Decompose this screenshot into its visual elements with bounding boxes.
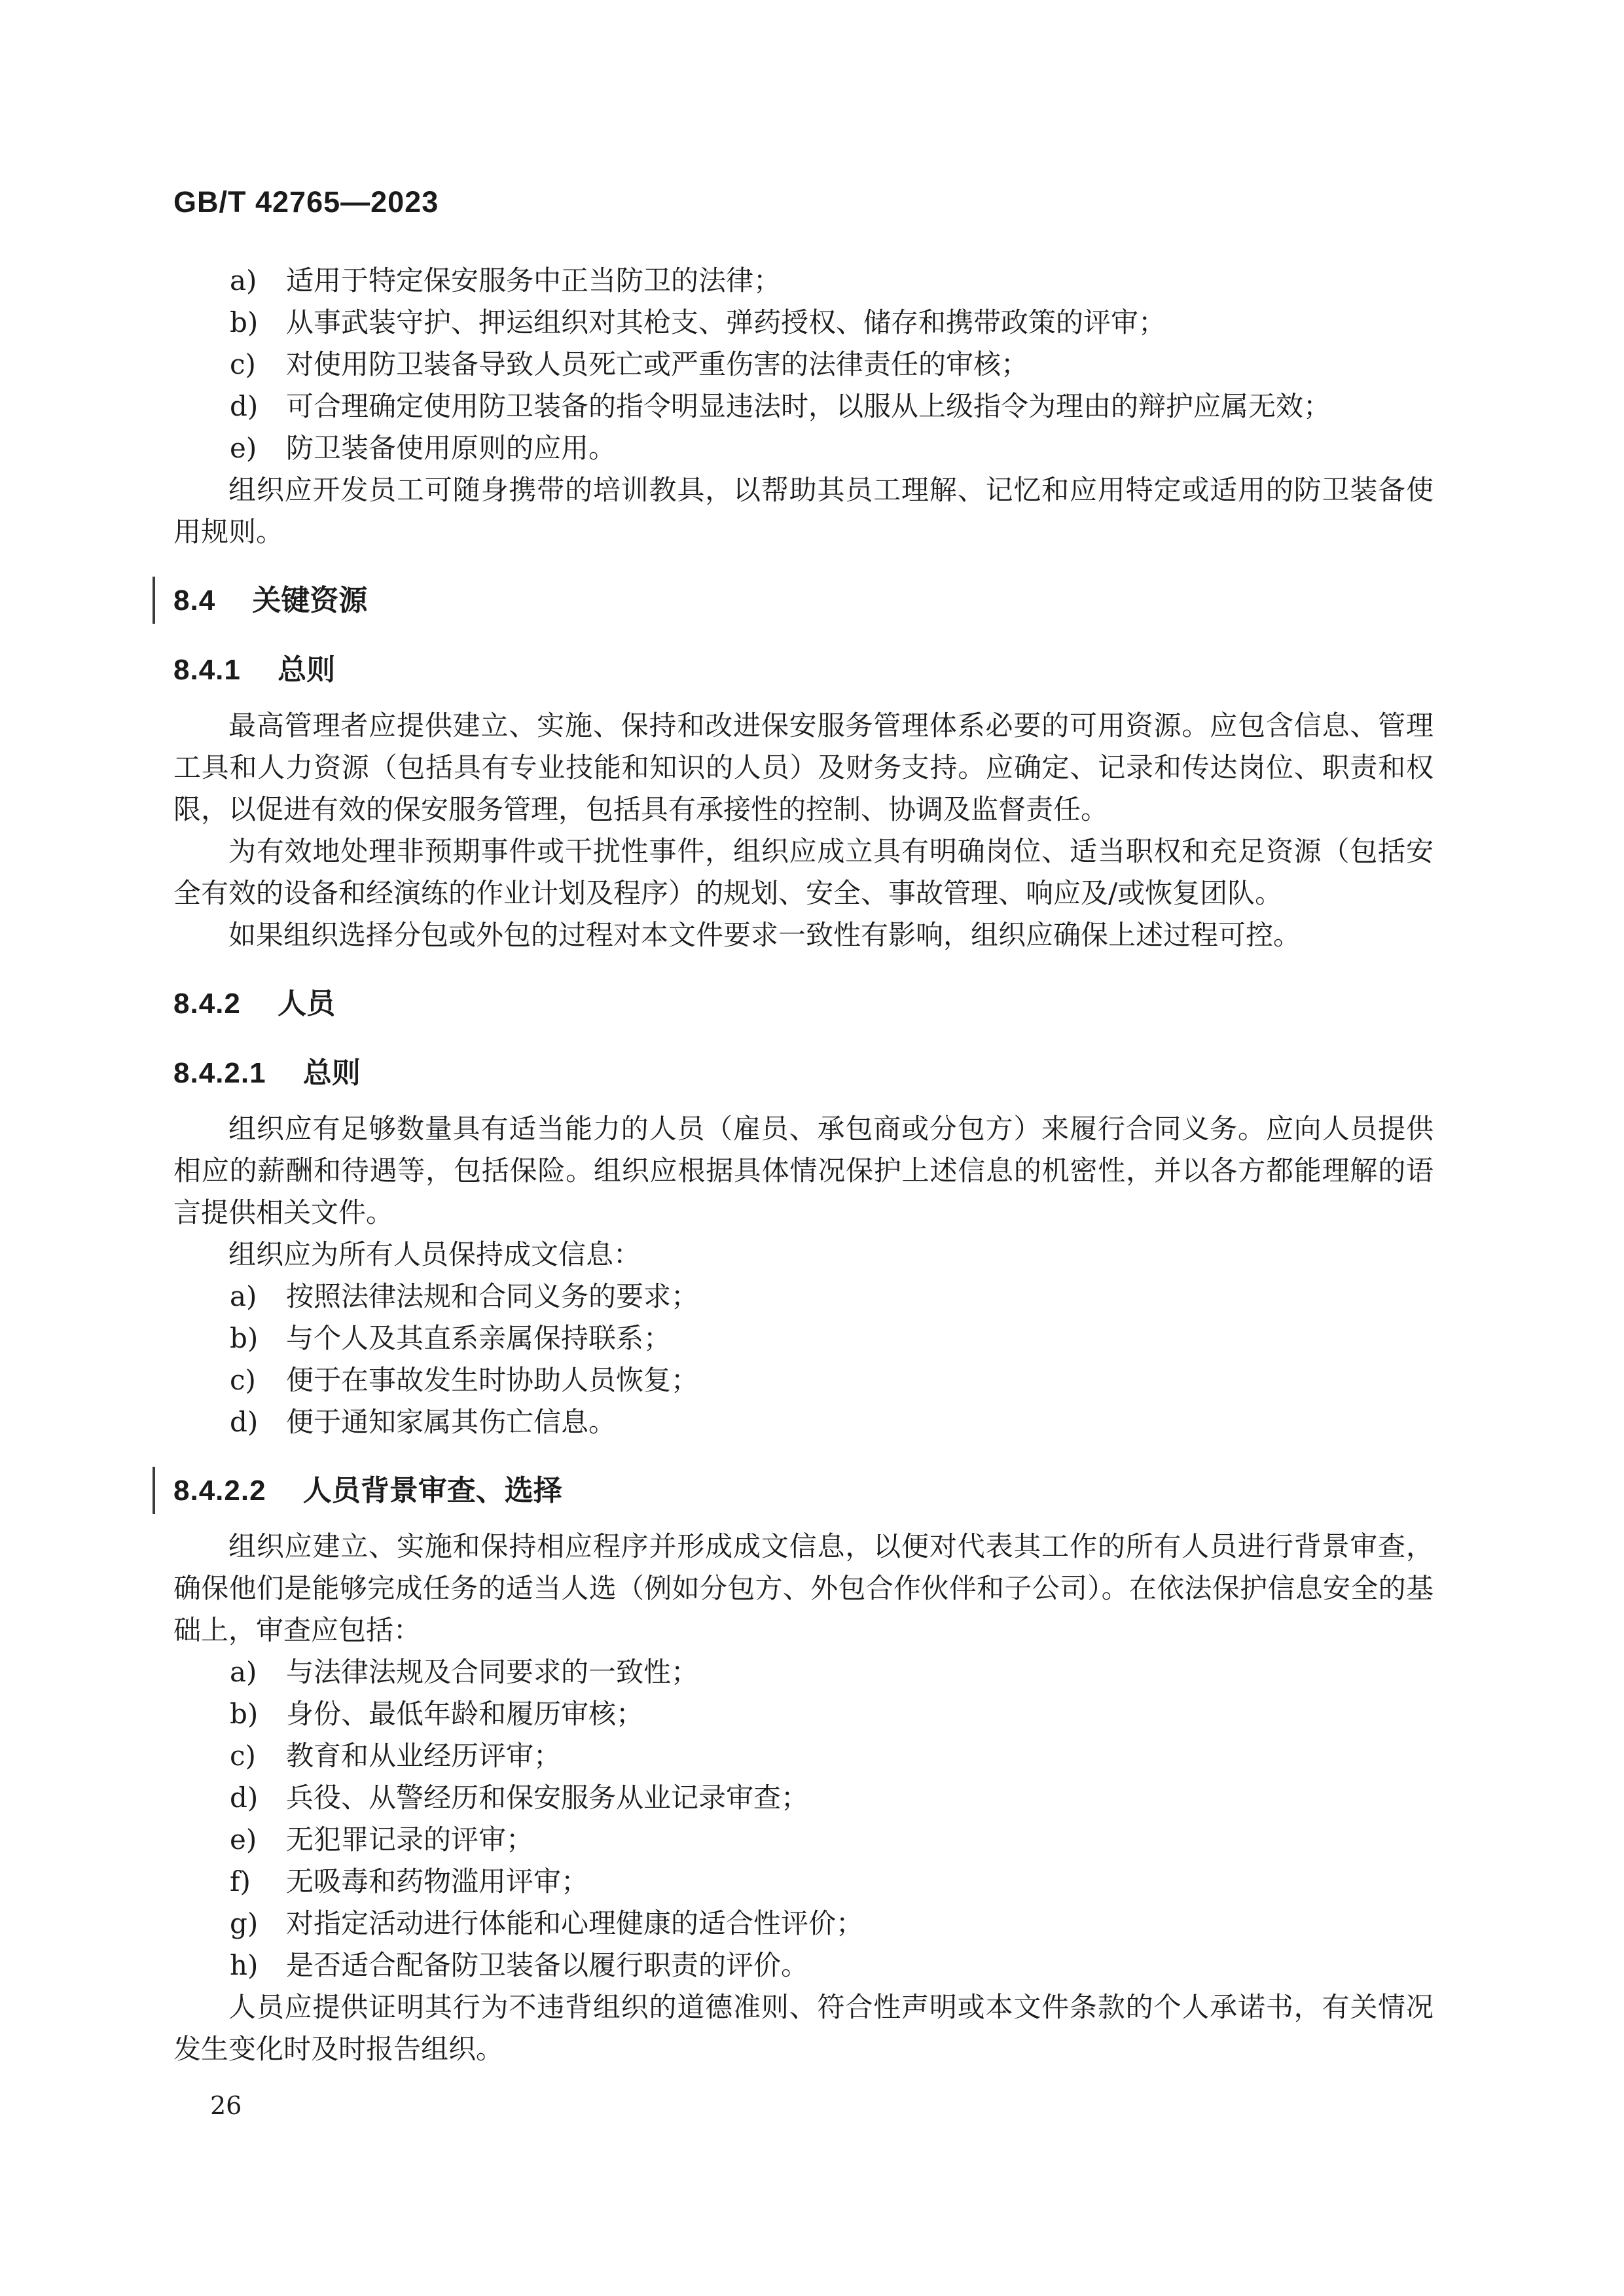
list-item-label: h) bbox=[230, 1949, 259, 1981]
list-item bbox=[173, 344, 1434, 386]
change-bar-icon bbox=[153, 1467, 155, 1514]
list-item-label: e) bbox=[230, 1823, 257, 1856]
list-item-text: 对指定活动进行体能和心理健康的适合性评价； bbox=[286, 1907, 864, 1939]
list-item-label: d) bbox=[230, 1406, 259, 1438]
list-item-text: 便于在事故发生时协助人员恢复； bbox=[286, 1364, 699, 1396]
list-item bbox=[173, 1318, 1434, 1359]
para-resources-2: 为有效地处理非预期事件或干扰性事件，组织应成立具有明确岗位、适当职权和充足资源（包括安全有效的设备和经演练的作业计划及程序）的规划、安全、事故管理、响应及/或恢复团队。 bbox=[173, 835, 1434, 909]
list-item bbox=[173, 1819, 1434, 1861]
list-item-text: 按照法律法规和合同义务的要求； bbox=[286, 1280, 699, 1312]
para-screening-intro: 组织应建立、实施和保持相应程序并形成成文信息，以便对代表其工作的所有人员进行背景审查，确保他们是能够完成任务的适当人选（例如分包方、外包合作伙伴和子公司）。在依法保护信息安全的基础上，审查应包括： bbox=[173, 1530, 1434, 1646]
para-documented-info-lead: 组织应为所有人员保持成文信息： bbox=[228, 1238, 641, 1270]
list-item-text: 教育和从业经历评审； bbox=[286, 1740, 562, 1772]
list-item-label: c) bbox=[230, 348, 256, 380]
list-item-label: e) bbox=[230, 432, 257, 464]
list-item-label: f) bbox=[230, 1865, 251, 1897]
list-item-label: g) bbox=[230, 1907, 259, 1939]
heading-title: 总则 bbox=[302, 1057, 361, 1089]
list-item bbox=[173, 1861, 1434, 1903]
list-item-text: 身份、最低年龄和履历审核； bbox=[286, 1698, 644, 1730]
list-item bbox=[173, 1903, 1434, 1945]
list-item bbox=[173, 1276, 1434, 1318]
list-item-text: 便于通知家属其伤亡信息。 bbox=[286, 1406, 617, 1438]
list-item bbox=[173, 1735, 1434, 1777]
list-item bbox=[173, 1359, 1434, 1401]
heading-title: 人员 bbox=[278, 988, 336, 1020]
list-item-label: c) bbox=[230, 1364, 256, 1396]
list-item-text: 无吸毒和药物滥用评审； bbox=[286, 1865, 589, 1897]
heading-8-4-2-1 bbox=[173, 1052, 1434, 1095]
list-screening bbox=[173, 1651, 1434, 1986]
list-item bbox=[173, 1693, 1434, 1735]
list-item-label: b) bbox=[230, 1322, 259, 1354]
heading-8-4 bbox=[173, 579, 1434, 622]
para-resources-1: 最高管理者应提供建立、实施、保持和改进保安服务管理体系必要的可用资源。应包含信息、管理工具和人力资源（包括具有专业技能和知识的人员）及财务支持。应确定、记录和传达岗位、职责和权限，以促进有效的保安服务管理，包括具有承接性的控制、协调及监督责任。 bbox=[173, 709, 1434, 825]
heading-title: 关键资源 bbox=[252, 584, 368, 617]
list-item bbox=[173, 302, 1434, 344]
heading-number: 8.4.1 bbox=[173, 654, 241, 686]
list-item-label: c) bbox=[230, 1740, 256, 1772]
list-item bbox=[173, 1401, 1434, 1443]
list-item-text: 无犯罪记录的评审； bbox=[286, 1823, 534, 1856]
list-item-text: 与个人及其直系亲属保持联系； bbox=[286, 1322, 672, 1354]
list-item-text: 从事武装守护、押运组织对其枪支、弹药授权、储存和携带政策的评审； bbox=[286, 306, 1166, 338]
heading-8-4-2 bbox=[173, 982, 1434, 1026]
heading-8-4-2-2 bbox=[173, 1469, 1434, 1513]
heading-number: 8.4.2 bbox=[173, 988, 241, 1020]
heading-number: 8.4.2.1 bbox=[173, 1057, 266, 1089]
list-item-label: a) bbox=[230, 264, 257, 296]
standard-code: GB/T 42765—2023 bbox=[173, 185, 439, 219]
list-item bbox=[173, 427, 1434, 469]
list-defense-equipment bbox=[173, 260, 1434, 469]
heading-number: 8.4 bbox=[173, 584, 216, 617]
para-training-aids: 组织应开发员工可随身携带的培训教具，以帮助其员工理解、记忆和应用特定或适用的防卫装备使用规则。 bbox=[173, 474, 1434, 548]
change-bar-icon bbox=[153, 577, 155, 624]
list-item-text: 兵役、从警经历和保安服务从业记录审查； bbox=[286, 1782, 809, 1814]
para-resources-3: 如果组织选择分包或外包的过程对本文件要求一致性有影响，组织应确保上述过程可控。 bbox=[228, 919, 1301, 951]
heading-title: 总则 bbox=[278, 654, 336, 686]
list-item-label: d) bbox=[230, 1782, 259, 1814]
heading-title: 人员背景审查、选择 bbox=[302, 1475, 562, 1507]
list-item-label: d) bbox=[230, 390, 259, 422]
list-item bbox=[173, 1651, 1434, 1693]
list-item-text: 适用于特定保安服务中正当防卫的法律； bbox=[286, 264, 782, 296]
list-item-text: 防卫装备使用原则的应用。 bbox=[286, 432, 617, 464]
list-item bbox=[173, 260, 1434, 302]
para-personal-commitment: 人员应提供证明其行为不违背组织的道德准则、符合性声明或本文件条款的个人承诺书，有关情况发生变化时及时报告组织。 bbox=[173, 1991, 1434, 2065]
list-item-label: b) bbox=[230, 1698, 259, 1730]
list-item-label: a) bbox=[230, 1280, 257, 1312]
heading-number: 8.4.2.2 bbox=[173, 1475, 266, 1507]
page-number: 26 bbox=[210, 2091, 242, 2120]
heading-8-4-1 bbox=[173, 649, 1434, 692]
para-personnel-general: 组织应有足够数量具有适当能力的人员（雇员、承包商或分包方）来履行合同义务。应向人员提供相应的薪酬和待遇等，包括保险。组织应根据具体情况保护上述信息的机密性，并以各方都能理解的语言提供相关文件。 bbox=[173, 1113, 1434, 1229]
list-item-text: 是否适合配备防卫装备以履行职责的评价。 bbox=[286, 1949, 809, 1981]
list-item-text: 可合理确定使用防卫装备的指令明显违法时，以服从上级指令为理由的辩护应属无效； bbox=[286, 390, 1331, 422]
list-documented-info bbox=[173, 1276, 1434, 1443]
list-item-label: a) bbox=[230, 1656, 257, 1688]
list-item bbox=[173, 386, 1434, 427]
list-item-text: 对使用防卫装备导致人员死亡或严重伤害的法律责任的审核； bbox=[286, 348, 1029, 380]
list-item-label: b) bbox=[230, 306, 259, 338]
list-item bbox=[173, 1945, 1434, 1986]
list-item bbox=[173, 1777, 1434, 1819]
list-item-text: 与法律法规及合同要求的一致性； bbox=[286, 1656, 699, 1688]
page-content bbox=[173, 185, 1434, 2120]
